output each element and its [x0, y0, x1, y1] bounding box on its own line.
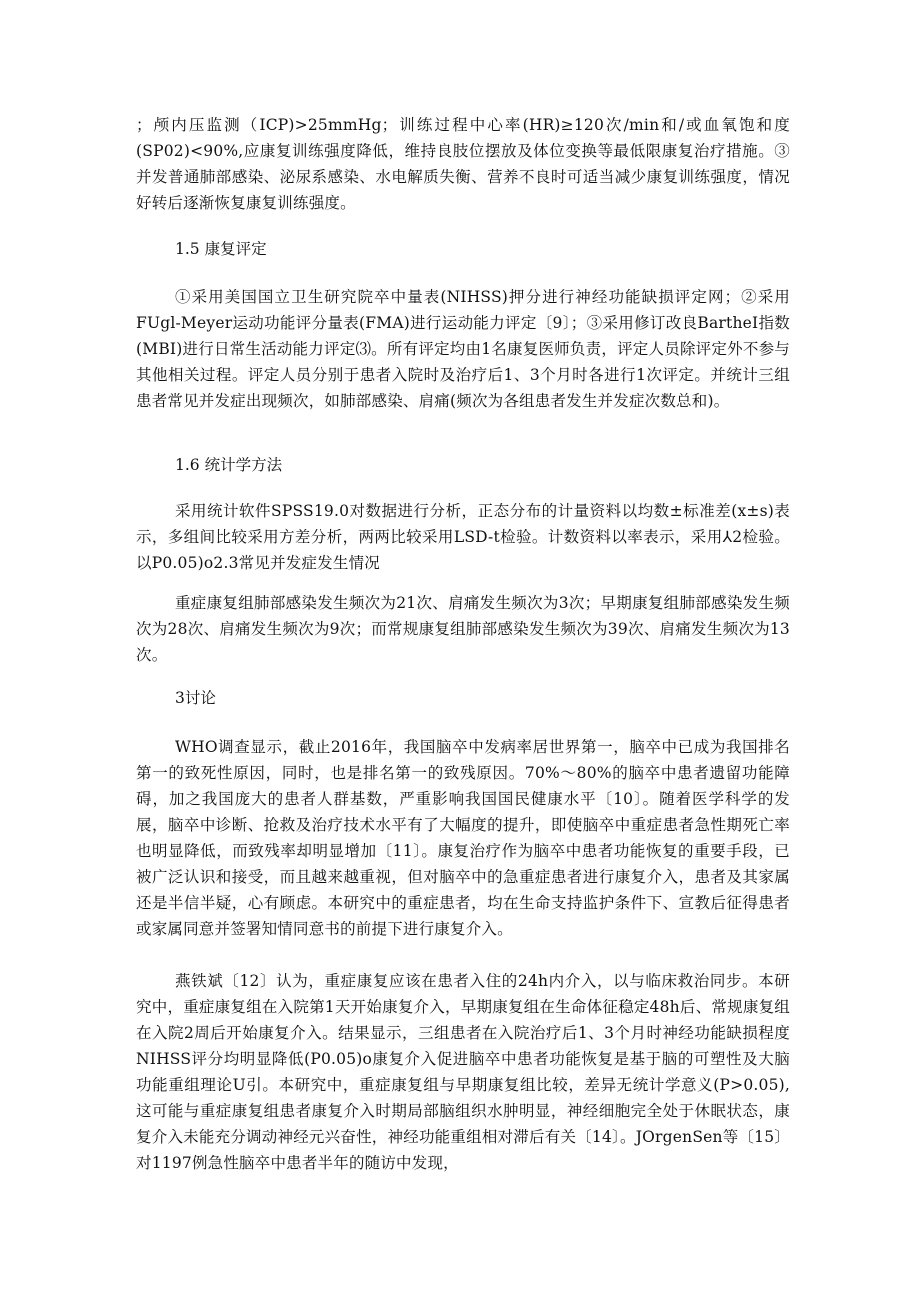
paragraph-statistics-methods: 采用统计软件SPSS19.0对数据进行分析，正态分布的计量资料以均数±标准差(x±s)表示，多组间比较采用方差分析，两两比较采用LSD-t检验。计数资料以率表示，采用⅄2检验。以P0.05)o2.3常见并发症发生情况: [136, 502, 790, 572]
heading-statistics: 1.6 统计学方法: [175, 456, 283, 474]
paragraph-assessment-methods: ①采用美国国立卫生研究院卒中量表(NIHSS)押分进行神经功能缺损评定网；②采用FUgl-Meyer运动功能评分量表(FMA)进行运动能力评定〔9〕；③采用修订改良BartheI指数(MBI)进行日常生活动能力评定⑶。所有评定均由1名康复医师负责，评定人员除评定外不参与其他相关过程。评定人员分别于患者入院时及治疗后1、3个月时各进行1次评定。并统计三组患者常见并发症出现频次，如肺部感染、肩痛(频次为各组患者发生并发症次数总和)。: [136, 288, 790, 410]
paragraph-discussion-results: 燕铁斌〔12〕认为，重症康复应该在患者入住的24h内介入，以与临床救治同步。本研究中，重症康复组在入院第1天开始康复介入，早期康复组在生命体征稳定48h后、常规康复组在入院2周后开始康复介入。结果显示，三组患者在入院治疗后1、3个月时神经功能缺损程度NIHSS评分均明显降低(P0.05)o康复介入促进脑卒中患者功能恢复是基于脑的可塑性及大脑功能重组理论U引。本研究中，重症康复组与早期康复组比较，差异无统计学意义(P>0.05),这可能与重症康复组患者康复介入时期局部脑组织水肿明显，神经细胞完全处于休眠状态，康复介入未能充分调动神经元兴奋性，神经功能重组相对滞后有关〔14〕。JOrgenSen等〔15〕对1197例急性脑卒中患者半年的随访中发现，: [136, 972, 790, 1172]
heading-rehab-assessment: 1.5 康复评定: [175, 240, 267, 258]
paragraph-training-intensity: ；颅内压监测（ICP)>25mmHg；训练过程中心率(HR)≥120次/min和/或血氧饱和度(SP02)<90%,应康复训练强度降低，维持良肢位摆放及体位变换等最低限康复治疗措施。③并发普通肺部感染、泌尿系感染、水电解质失衡、营养不良时可适当减少康复训练强度，情况好转后逐渐恢复康复训练强度。: [136, 116, 790, 212]
paragraph-complications: 重症康复组肺部感染发生频次为21次、肩痛发生频次为3次；早期康复组肺部感染发生频次为28次、肩痛发生频次为9次；而常规康复组肺部感染发生频次为39次、肩痛发生频次为13次。: [136, 594, 790, 664]
heading-discussion: 3讨论: [175, 689, 216, 707]
paragraph-discussion-background: WHO调查显示，截止2016年，我国脑卒中发病率居世界第一，脑卒中已成为我国排名第一的致死性原因，同时，也是排名第一的致残原因。70%～80%的脑卒中患者遗留功能障碍，加之我国庞大的患者人群基数，严重影响我国国民健康水平〔10〕。随着医学科学的发展，脑卒中诊断、抢救及治疗技术水平有了大幅度的提升，即使脑卒中重症患者急性期死亡率也明显降低，而致残率却明显增加〔11〕。康复治疗作为脑卒中患者功能恢复的重要手段，已被广泛认识和接受，而且越来越重视，但对脑卒中的急重症患者进行康复介入，患者及其家属还是半信半疑，心有顾虑。本研究中的重症患者，均在生命支持监护条件下、宣教后征得患者或家属同意并签署知情同意书的前提下进行康复介入。: [136, 738, 790, 938]
